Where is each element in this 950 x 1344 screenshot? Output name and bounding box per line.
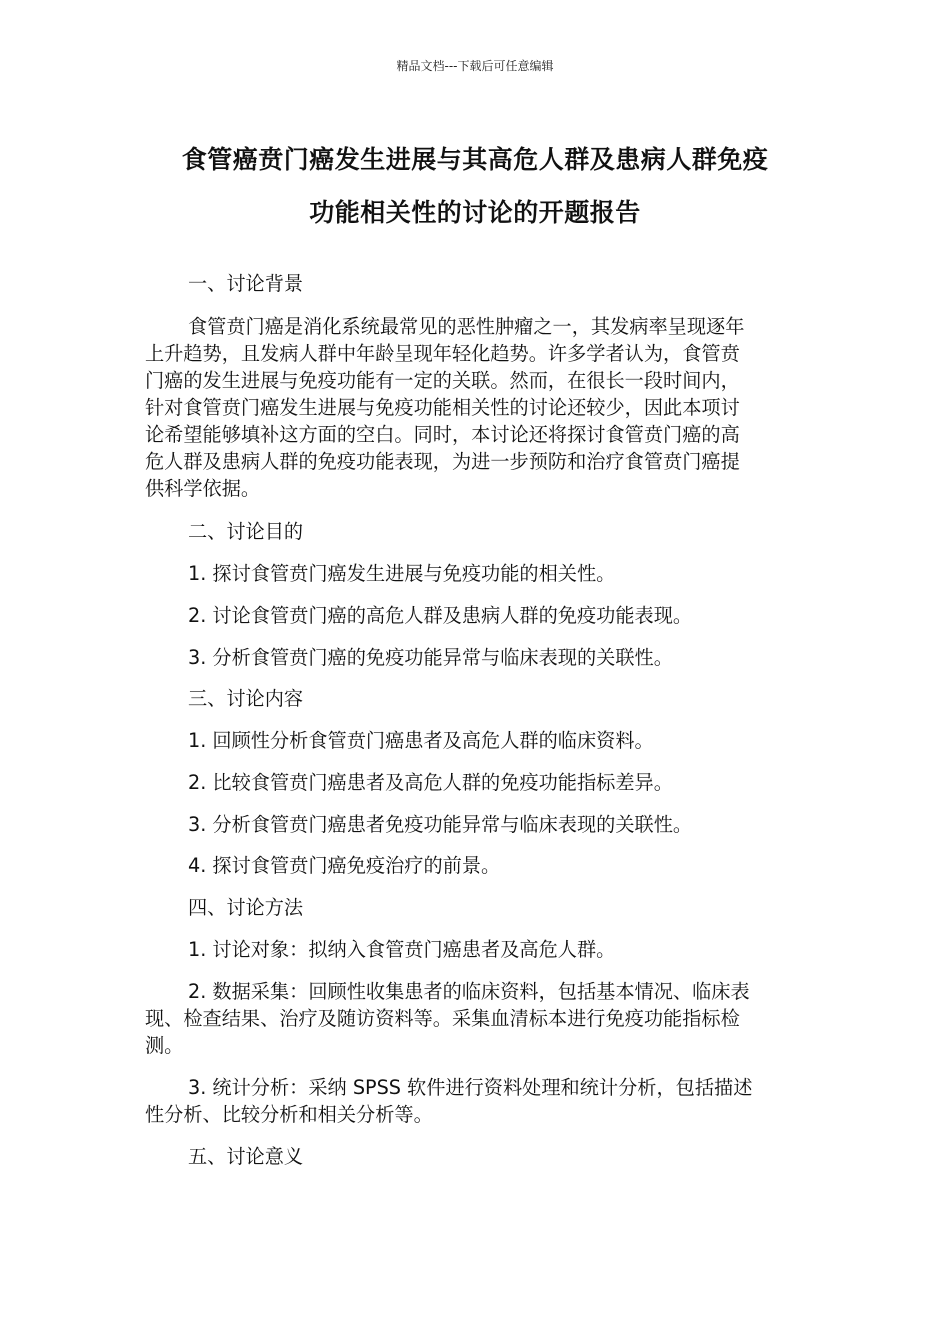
section-heading-methods: 四、讨论方法: [188, 896, 304, 919]
section-heading-content: 三、讨论内容: [188, 687, 304, 710]
body-line: 危人群及患病人群的免疫功能表现，为进一步预防和治疗食管贲门癌提: [145, 450, 740, 473]
list-item: 2. 比较食管贲门癌患者及高危人群的免疫功能指标差异。: [188, 771, 673, 794]
page-header-note: 精品文档---下载后可任意编辑: [396, 59, 554, 73]
list-item-line: 3. 统计分析：采纳 SPSS 软件进行资料处理和统计分析，包括描述: [188, 1076, 753, 1099]
section-heading-significance: 五、讨论意义: [188, 1145, 304, 1168]
section-heading-background: 一、讨论背景: [188, 272, 304, 295]
body-line: 门癌的发生进展与免疫功能有一定的关联。然而，在很长一段时间内，: [145, 369, 740, 392]
list-item-line: 2. 数据采集：回顾性收集患者的临床资料，包括基本情况、临床表: [188, 980, 750, 1003]
document-title-line-1: 食管癌贲门癌发生进展与其高危人群及患病人群免疫: [181, 145, 769, 174]
body-line: 论希望能够填补这方面的空白。同时，本讨论还将探讨食管贲门癌的高: [145, 423, 740, 446]
list-item: 1. 回顾性分析食管贲门癌患者及高危人群的临床资料。: [188, 729, 654, 752]
list-item: 1. 探讨食管贲门癌发生进展与免疫功能的相关性。: [188, 562, 616, 585]
body-line: 食管贲门癌是消化系统最常见的恶性肿瘤之一，其发病率呈现逐年: [188, 315, 745, 338]
document-title-line-2: 功能相关性的讨论的开题报告: [309, 198, 641, 227]
list-item: 1. 讨论对象：拟纳入食管贲门癌患者及高危人群。: [188, 938, 616, 961]
body-line: 供科学依据。: [145, 477, 261, 500]
body-line: 上升趋势，且发病人群中年龄呈现年轻化趋势。许多学者认为，食管贲: [145, 342, 740, 365]
list-item-line: 性分析、比较分析和相关分析等。: [145, 1103, 433, 1126]
list-item-line: 现、检查结果、治疗及随访资料等。采集血清标本进行免疫功能指标检: [145, 1007, 740, 1030]
list-item: 4. 探讨食管贲门癌免疫治疗的前景。: [188, 854, 501, 877]
list-item-line: 测。: [145, 1034, 184, 1057]
section-heading-objectives: 二、讨论目的: [188, 520, 304, 543]
list-item: 3. 分析食管贲门癌患者免疫功能异常与临床表现的关联性。: [188, 813, 693, 836]
body-line: 针对食管贲门癌发生进展与免疫功能相关性的讨论还较少，因此本项讨: [145, 396, 740, 419]
list-item: 3. 分析食管贲门癌的免疫功能异常与临床表现的关联性。: [188, 646, 673, 669]
list-item: 2. 讨论食管贲门癌的高危人群及患病人群的免疫功能表现。: [188, 604, 693, 627]
